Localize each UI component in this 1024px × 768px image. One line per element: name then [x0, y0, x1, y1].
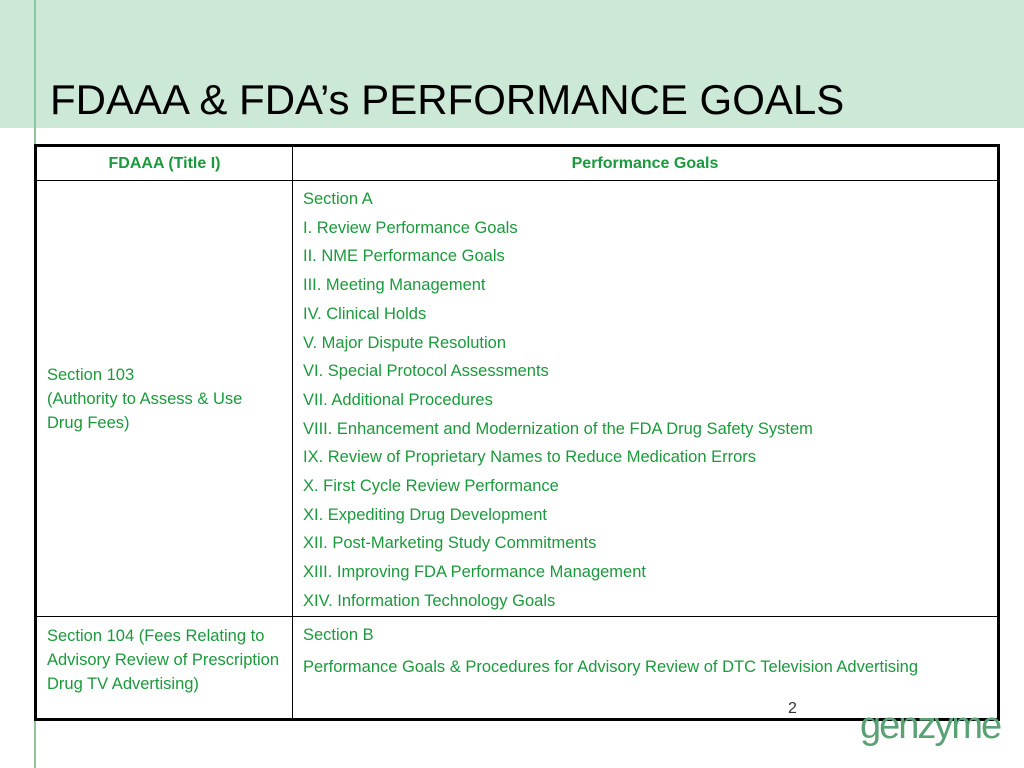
page-number: 2	[788, 700, 797, 717]
goal-item: III. Meeting Management	[303, 276, 486, 295]
goal-item: VII. Additional Procedures	[303, 390, 493, 409]
goal-item: IV. Clinical Holds	[303, 304, 427, 323]
table-header-row	[36, 146, 999, 181]
goal-item: XIV. Information Technology Goals	[303, 591, 556, 610]
goals-table	[34, 144, 1000, 721]
goal-item: VIII. Enhancement and Modernization of the FDA Drug Safety System	[303, 419, 813, 438]
goal-item: VI. Special Protocol Assessments	[303, 362, 549, 381]
section-104-cell	[36, 617, 293, 720]
goal-item: II. NME Performance Goals	[303, 247, 505, 266]
goal-item: V. Major Dispute Resolution	[303, 333, 506, 352]
section-103-label: Section 103	[47, 365, 135, 384]
column-header-performance-goals: Performance Goals	[293, 146, 999, 181]
genzyme-logo: genzyme	[860, 705, 1001, 747]
goal-item: XII. Post-Marketing Study Commitments	[303, 534, 597, 553]
section-104-label: Section 104 (Fees Relating to Advisory Review of Prescription Drug TV Advertising)	[47, 627, 279, 693]
section-b-description: Performance Goals & Procedures for Advisory Review of DTC Television Advertising	[303, 657, 919, 676]
section-a-goals-cell	[293, 181, 999, 617]
section-103-description: (Authority to Assess & Use Drug Fees)	[47, 389, 243, 432]
section-103-cell	[36, 181, 293, 617]
section-b-heading: Section B	[303, 626, 374, 644]
column-header-fdaaa: FDAAA (Title I)	[36, 146, 293, 181]
table-row	[36, 181, 999, 617]
goal-item: X. First Cycle Review Performance	[303, 477, 559, 496]
slide-title: FDAAA & FDA’s PERFORMANCE GOALS	[50, 76, 845, 123]
section-a-heading: Section A	[303, 190, 373, 208]
table-row	[36, 617, 999, 720]
goal-item: I. Review Performance Goals	[303, 218, 518, 237]
goal-item: XI. Expediting Drug Development	[303, 505, 547, 524]
goal-item: XIII. Improving FDA Performance Management	[303, 563, 646, 582]
goal-item: IX. Review of Proprietary Names to Reduce Medication Errors	[303, 448, 757, 467]
